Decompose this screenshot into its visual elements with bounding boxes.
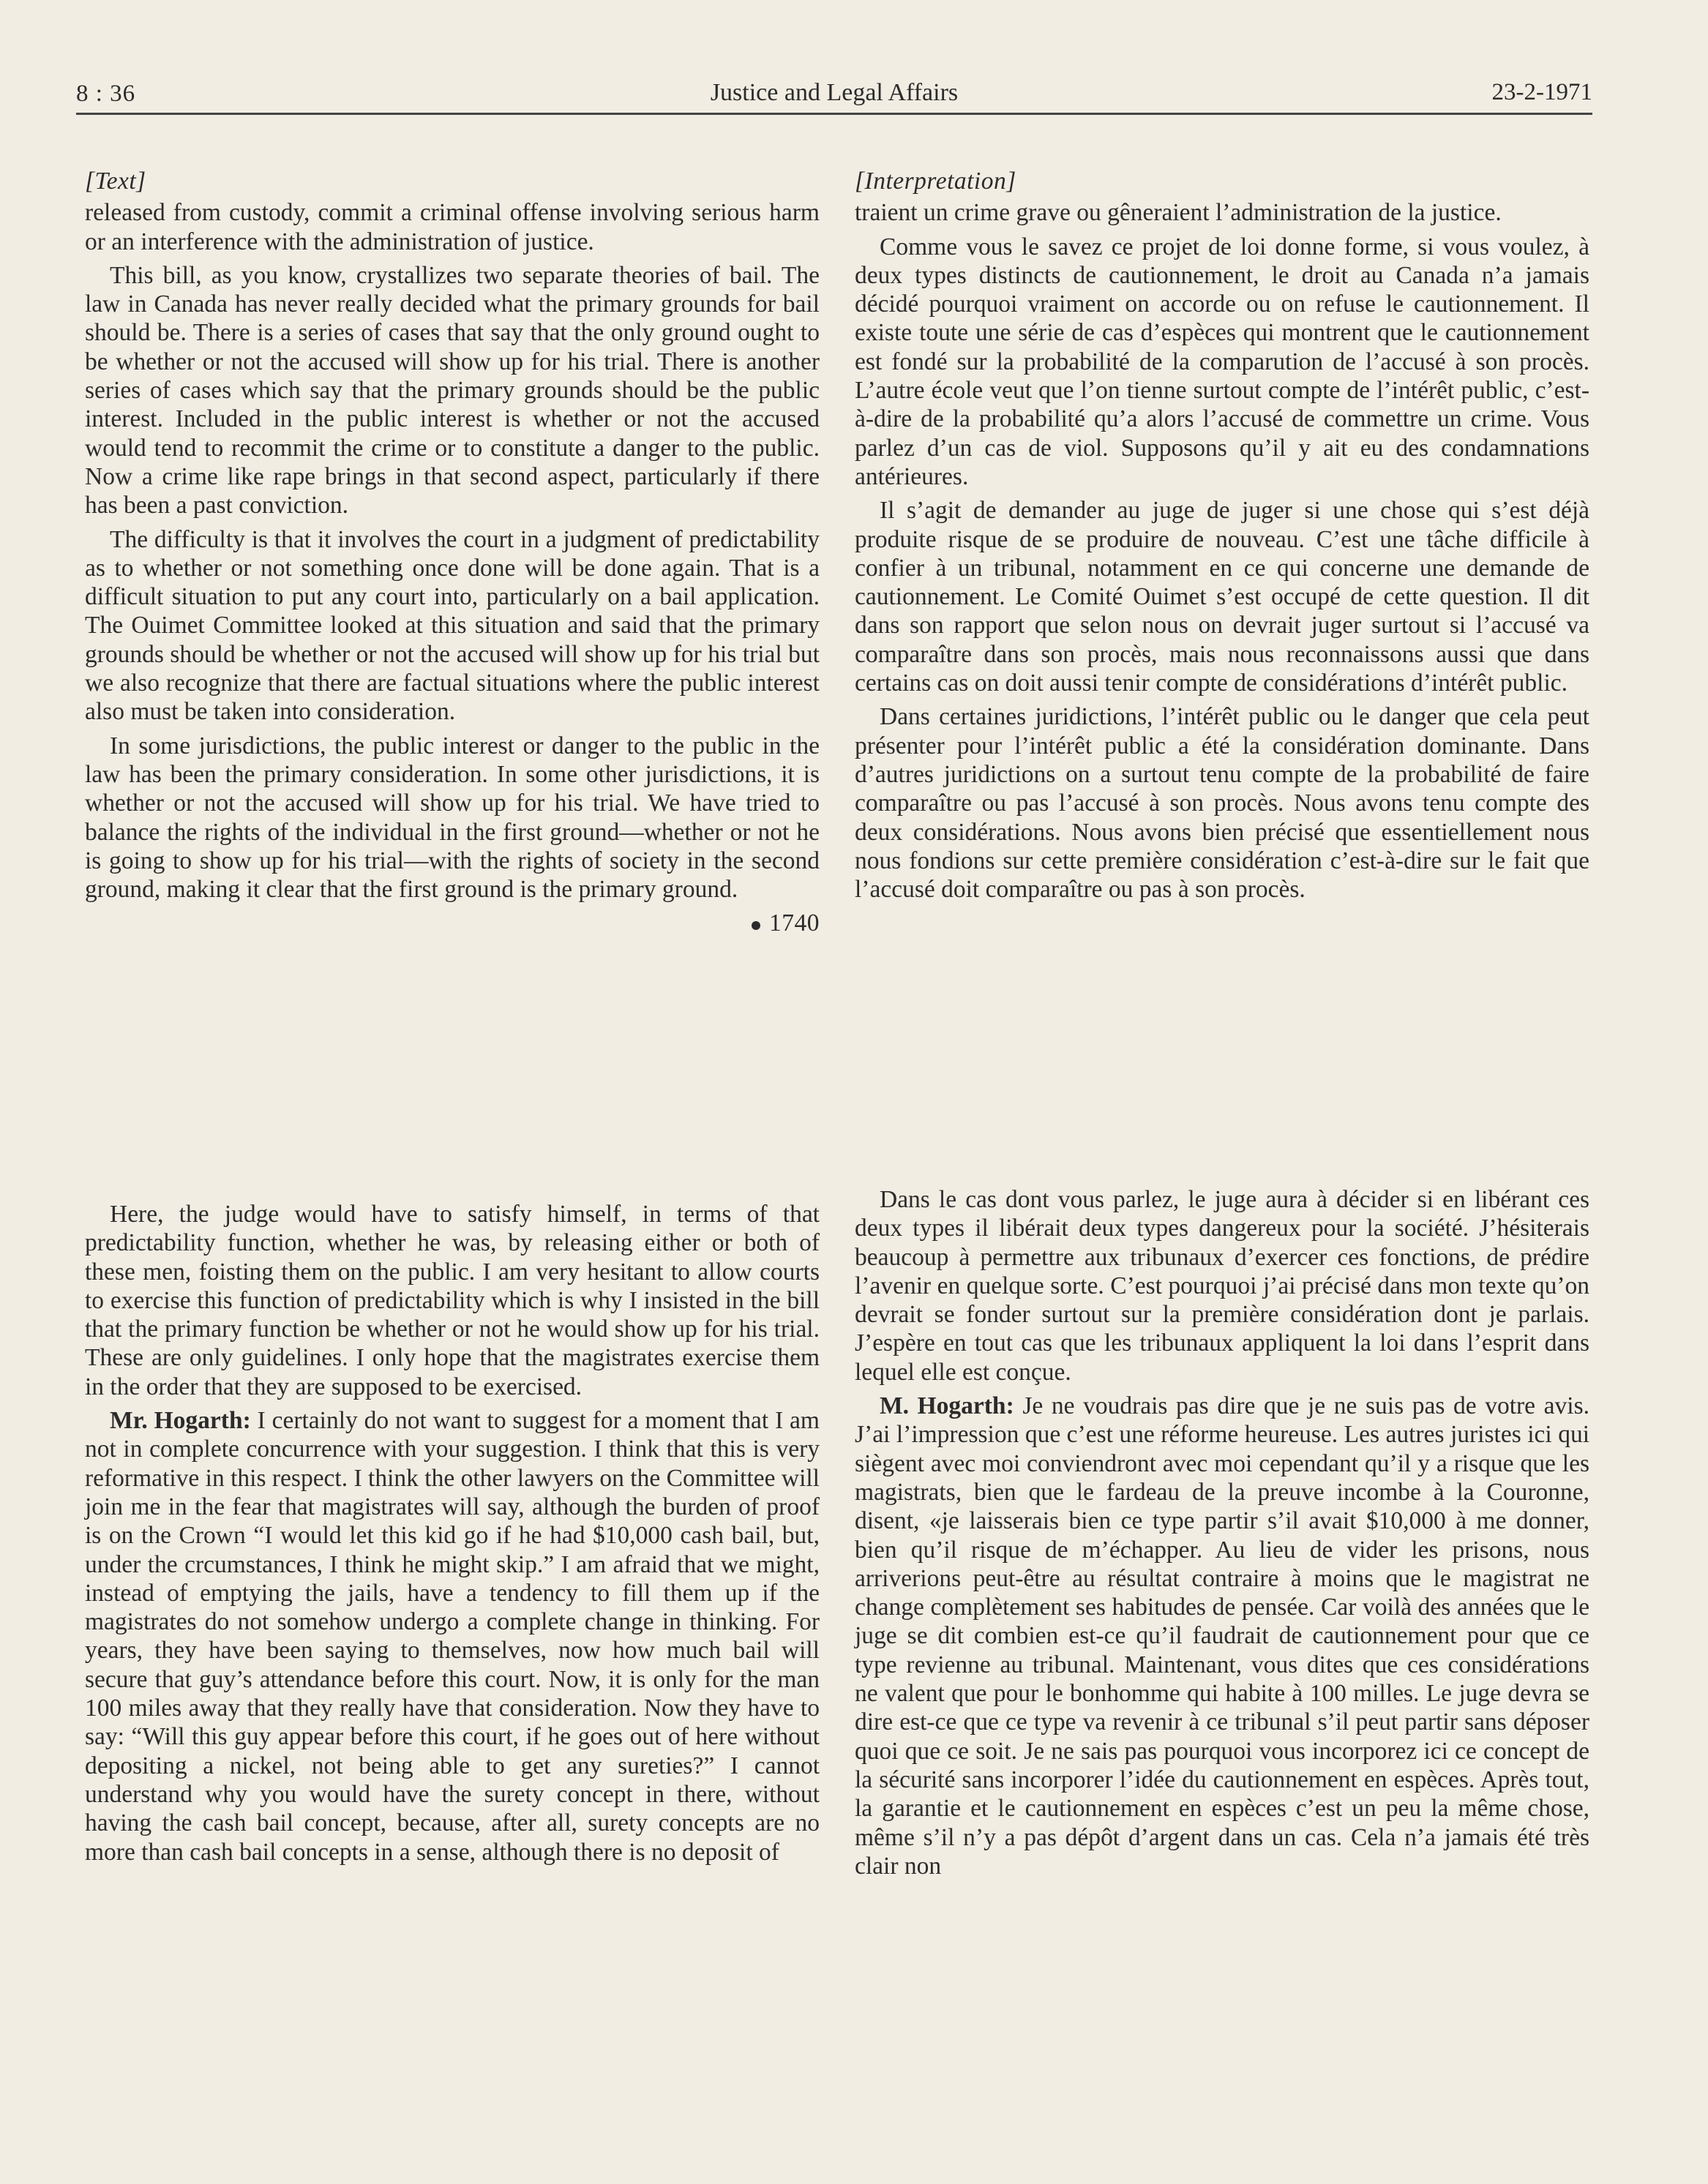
paragraph: released from custody, commit a criminal offense involving serious harm or an interference with the administration of justice. (85, 199, 820, 255)
english-column-top (85, 167, 820, 938)
french-column-bottom (855, 1185, 1589, 1885)
time-marker-text: 1740 (769, 909, 820, 937)
french-label: [Interpretation] (855, 168, 1016, 195)
header-date: 23-2-1971 (1491, 79, 1592, 105)
speech-paragraph (855, 1392, 1589, 1880)
running-title: Justice and Legal Affairs (710, 79, 959, 106)
speaker-name: Mr. Hogarth: (110, 1407, 251, 1435)
paragraph: Here, the judge would have to satisfy himself, in terms of that predictability function, whether he was, by releasing either or both of these men, foisting them on the public. I am very hesitant to allow courts to exercise this function of predictability which is why I insisted in the bill that the primary function be whether or not he would show up for his trial. These are only guidelines. I only hope that the magistrates exercise them in the order that they are supposed to be exercised. (85, 1201, 820, 1400)
paragraph: The difficulty is that it involves the court in a judgment of predictability as to whether or not something once done will be done again. That is a difficult situation to put any court into, particularly on a bail application. The Ouimet Committee looked at this situation and said that the primary grounds should be whether or not the accused will show up for his trial but we also recognize that there are factual situations where the public interest also must be taken into consideration. (85, 525, 820, 726)
paragraph: Dans certaines juridictions, l’intérêt public ou le danger que cela peut présenter pour l’intérêt public a été la considération dominante. Dans d’autres juridictions on a surtout tenu compte de la probabilité de faire comparaître ou pas l’accusé à son procès. Nous avons tenu compte des deux considérations. Nous avons bien précisé que essentiellement nous nous fondions sur cette première considération c’est-à-dire sur le fait que l’accusé doit comparaître ou pas à son procès. (855, 703, 1589, 904)
page-number: 8 : 36 (76, 80, 136, 107)
paragraph: Il s’agit de demander au juge de juger si une chose qui s’est déjà produite risque de se produire de nouveau. C’est une tâche difficile à confier à un tribunal, notamment en ce qui concerne une demande de cautionnement. Le Comité Ouimet s’est occupé de cette question. Il dit dans son rapport que selon nous on devrait juger surtout si l’accusé va comparaître dans son procès, mais nous reconnaissons aussi que dans certains cas on doit aussi tenir compte de considérations d’intérêt public. (855, 497, 1589, 697)
time-marker (85, 909, 820, 937)
page-header (76, 76, 1592, 115)
paragraph: In some jurisdictions, the public interest or danger to the public in the law has been the primary consideration. In some other jurisdictions, it is whether or not the accused will show up for his trial. We have tried to balance the rights of the individual in the first ground—whether or not he is going to show up for his trial—with the rights of society in the second ground, making it clear that the first ground is the primary ground. (85, 732, 820, 904)
speech-text: I certainly do not want to suggest for a moment that I am not in complete concurrence with your suggestion. I think that this is very reformative in this respect. I think the other lawyers on the Committee will join me in the fear that magistrates will say, although the burden of proof is on the Crown “I would let this kid go if he had $10,000 cash bail, but, under the crcumstances, I think he might skip.” I am afraid that we might, instead of emptying the jails, have a tendency to fill them up if the magistrates do not somehow undergo a complete change in thinking. For years, they have been saying to themselves, now how much bail will secure that guy’s attendance before this court. Now, it is only for the man 100 miles away that they really have that consideration. Now they have to say: “Will this guy appear before this court, if he goes out of here without depositing a nickel, not being able to get any sureties?” I cannot understand why you would have the surety concept in there, without having the cash bail concept, because, after all, surety concepts are no more than cash bail concepts in a sense, although there is no deposit of (85, 1407, 820, 1866)
english-label: [Text] (85, 168, 146, 195)
paragraph: Dans le cas dont vous parlez, le juge aura à décider si en libérant ces deux types il libérait deux types dangereux pour la société. J’hésiterais beaucoup à permettre aux tribunaux d’exercer ces fonctions, de prédire l’avenir en quelque sorte. C’est pourquoi j’ai précisé dans mon texte qu’on devrait se fonder surtout sur la première considération dont je parlais. J’espère en tout cas que les tribunaux appliquent la loi dans l’esprit dans lequel elle est conçue. (855, 1186, 1589, 1386)
paragraph: This bill, as you know, crystallizes two separate theories of bail. The law in Canada has never really decided what the primary grounds for bail should be. There is a series of cases that say that the only ground ought to be whether or not the accused will show up for his trial. There is another series of cases which say that the primary grounds should be the public interest. Included in the public interest is whether or not the accused would tend to recommit the crime or to constitute a danger to the public. Now a crime like rape brings in that second aspect, particularly if there has been a past conviction. (85, 261, 820, 519)
english-column-bottom (85, 1200, 820, 1872)
paragraph: Comme vous le savez ce projet de loi donne forme, si vous voulez, à deux types distincts de cautionnement, le droit au Canada n’a jamais décidé pourquoi vraiment on accorde ou on refuse le cautionnement. Il existe toute une série de cas d’espèces qui montrent que le cautionnement est fondé sur la probabilité de la comparution de l’accusé à son procès. L’autre école veut que l’on tienne surtout compte de l’intérêt public, c’est-à-dire de la probabilité qu’a alors l’accusé de commettre un crime. Vous parlez d’un cas de viol. Supposons qu’il y ait eu des condamnations antérieures. (855, 233, 1589, 490)
speaker-name: M. Hogarth: (880, 1392, 1014, 1420)
bullet-icon (752, 921, 760, 930)
french-column-top (855, 167, 1589, 909)
paragraph: traient un crime grave ou gêneraient l’administration de la justice. (855, 199, 1502, 227)
speech-paragraph (85, 1406, 820, 1866)
speech-text: Je ne voudrais pas dire que je ne suis pas de votre avis. J’ai l’impression que c’est une réforme heureuse. Les autres juristes ici qui siègent avec moi conviendront avec moi cependant qu’il y a risque que les magistrats, bien que le fardeau de la preuve incombe à la Couronne, disent, «je laisserais bien ce type partir s’il avait $10,000 à me donner, bien qu’il risque de m’échapper. Au lieu de vider les prisons, nous arriverions peut-être au résultat contraire à moins que le magistrat ne change complètement ses habitudes de pensée. Car voilà des années que le juge se dit combien est-ce qu’il faudrait de cautionnement pour que ce type revienne au tribunal. Maintenant, vous dites que ces considérations ne valent que pour le bonhomme qui habite à 100 milles. Le juge devra se dire est-ce que ce type va revenir à ce tribunal s’il peut partir sans déposer quoi que ce soit. Je ne sais pas pourquoi vous incorporez ici ce concept de la sécurité sans incorporer l’idée du cautionnement en espèces. Après tout, la garantie et le cautionnement en espèces c’est un peu la même chose, même s’il n’y a pas dépôt d’argent dans un cas. Cela n’a jamais été très clair non (855, 1392, 1590, 1880)
